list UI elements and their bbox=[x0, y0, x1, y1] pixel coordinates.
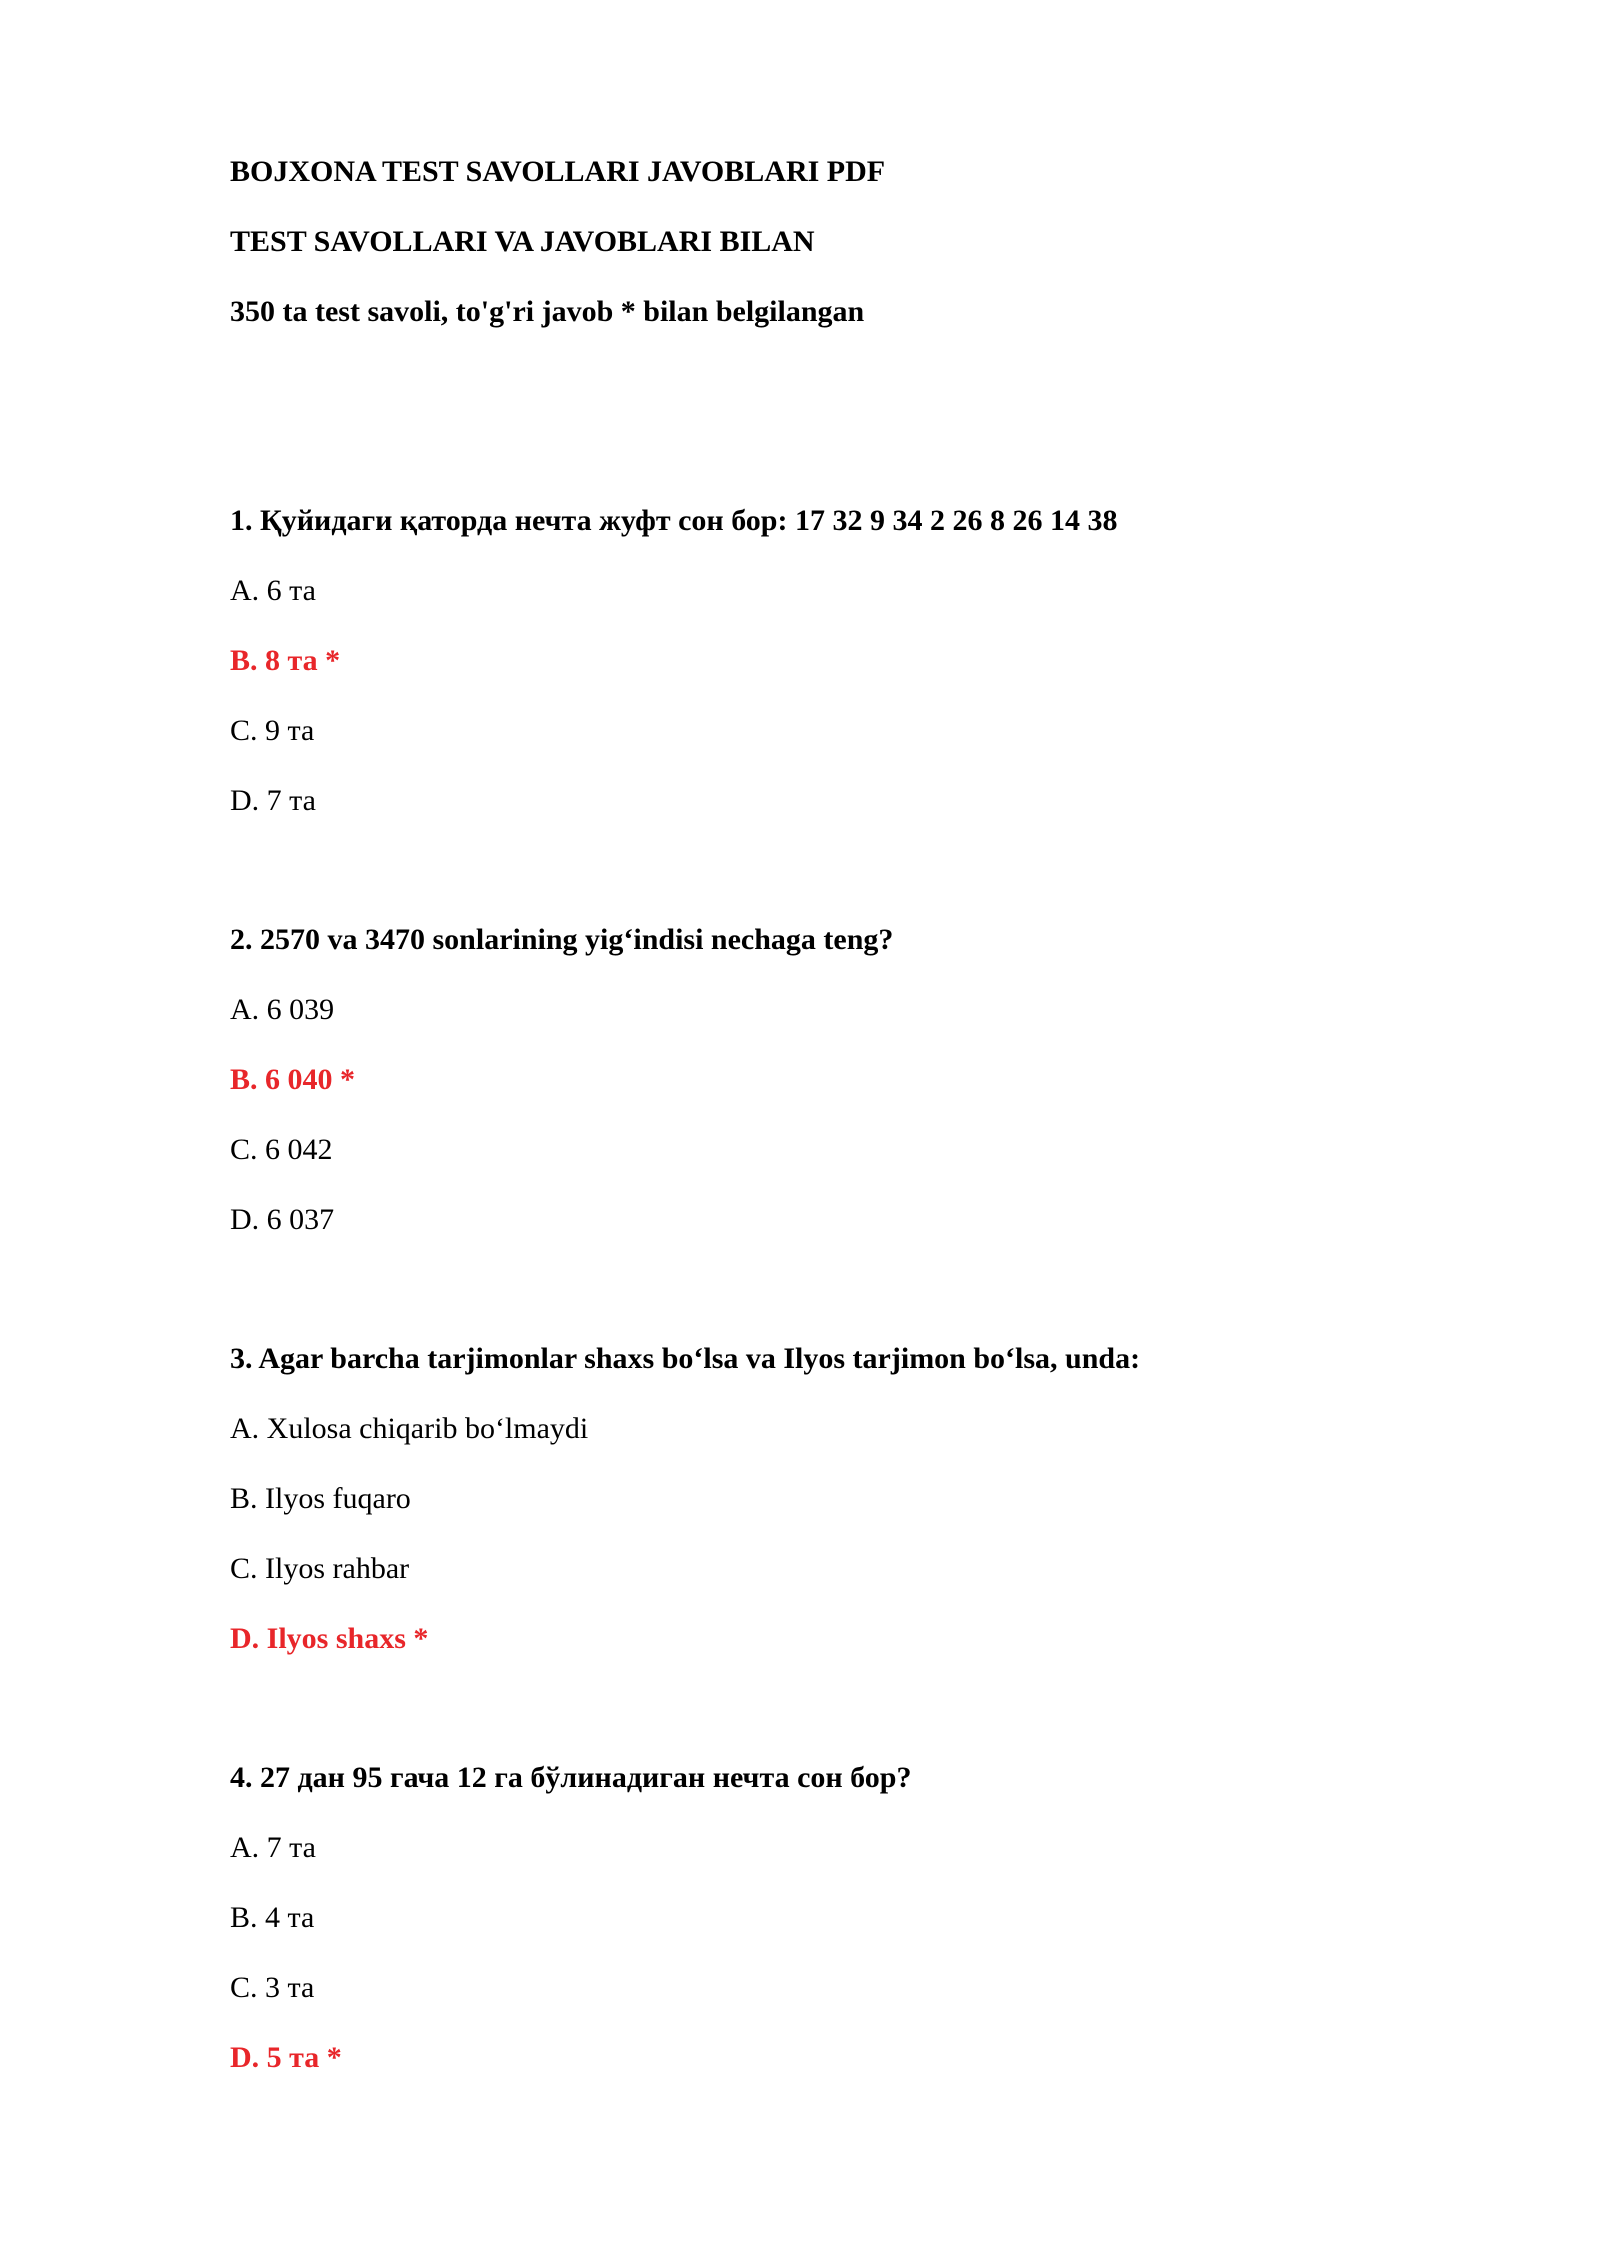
answer-option-correct: B. 8 та * bbox=[230, 644, 341, 677]
answer-option: A. 7 та bbox=[230, 1831, 316, 1864]
answer-option-correct: D. 5 та * bbox=[230, 2041, 342, 2074]
answer-option: D. 6 037 bbox=[230, 1203, 335, 1236]
question-text: 1. Қуйидаги қаторда нечта жуфт сон бор: 17 32 9 34 2 26 8 26 14 38 bbox=[230, 504, 1118, 537]
answer-option: A. Xulosa chiqarib bo‘lmaydi bbox=[230, 1412, 589, 1445]
question-text: 4. 27 дан 95 гача 12 га бўлинадиган нечта сон бор? bbox=[230, 1761, 912, 1794]
answer-option: C. 9 та bbox=[230, 714, 315, 747]
question-text: 2. 2570 va 3470 sonlarining yig‘indisi nechaga teng? bbox=[230, 923, 894, 956]
answer-option-correct: D. Ilyos shaxs * bbox=[230, 1622, 429, 1655]
answer-option: C. Ilyos rahbar bbox=[230, 1552, 410, 1585]
question-text: 3. Agar barcha tarjimonlar shaxs bo‘lsa va Ilyos tarjimon bo‘lsa, unda: bbox=[230, 1342, 1141, 1375]
answer-option: A. 6 та bbox=[230, 574, 316, 607]
document-title: BOJXONA TEST SAVOLLARI JAVOBLARI PDF bbox=[230, 155, 886, 188]
answer-option: A. 6 039 bbox=[230, 993, 335, 1026]
document-subtitle: TEST SAVOLLARI VA JAVOBLARI BILAN bbox=[230, 225, 815, 258]
answer-option-correct: B. 6 040 * bbox=[230, 1063, 356, 1096]
answer-option: B. Ilyos fuqaro bbox=[230, 1482, 411, 1515]
answer-option: C. 6 042 bbox=[230, 1133, 333, 1166]
document-note: 350 ta test savoli, to'g'ri javob * bilan belgilangan bbox=[230, 295, 865, 328]
answer-option: C. 3 та bbox=[230, 1971, 315, 2004]
answer-option: D. 7 та bbox=[230, 784, 316, 817]
answer-option: B. 4 та bbox=[230, 1901, 315, 1934]
